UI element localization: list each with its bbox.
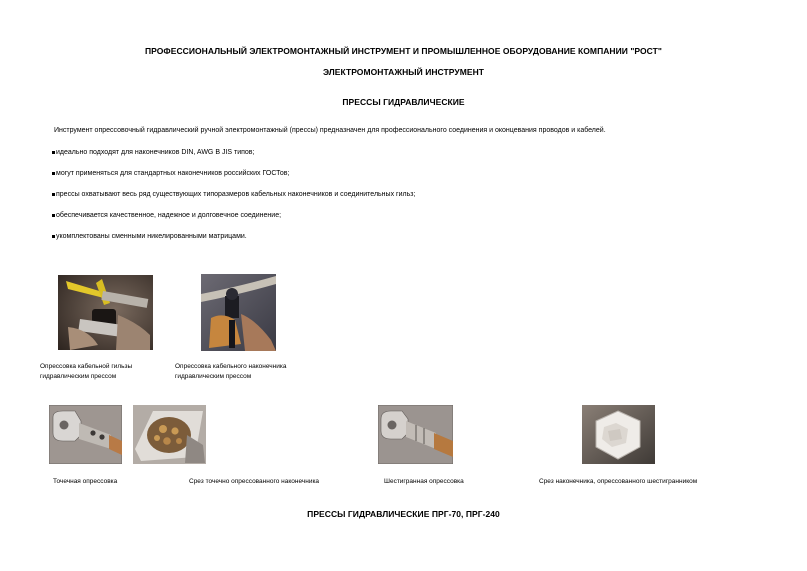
- bullet-icon: [52, 151, 55, 154]
- intro-paragraph: Инструмент опрессовочный гидравлический ручной электромонтажный (прессы) предназначен для профессионального соединения и оконцевания проводов и кабелей.: [54, 127, 606, 134]
- caption-press-sleeve: Опрессовка кабельной гильзы гидравлическим прессом: [40, 363, 133, 380]
- list-item: укомплектованы сменными никелированными матрицами.: [52, 232, 415, 253]
- caption-press-lug: Опрессовка кабельного наконечника гидравлическим прессом: [175, 363, 287, 380]
- bullet-icon: [52, 172, 55, 175]
- press-lug-photo: [201, 274, 276, 351]
- list-item: прессы охватывают весь ряд существующих типоразмеров кабельных наконечников и соединительных гильз;: [52, 190, 415, 211]
- category-heading: ЭЛЕКТРОМОНТАЖНЫЙ ИНСТРУМЕНТ: [323, 67, 484, 77]
- feature-list: [52, 148, 415, 253]
- section-heading: ПРЕССЫ ГИДРАВЛИЧЕСКИЕ: [342, 97, 465, 107]
- press-sleeve-photo: [58, 275, 153, 350]
- bullet-icon: [52, 235, 55, 238]
- footer-heading: ПРЕССЫ ГИДРАВЛИЧЕСКИЕ ПРГ-70, ПРГ-240: [307, 509, 500, 519]
- hex-section-photo: [582, 405, 655, 464]
- bullet-icon: [52, 193, 55, 196]
- caption-point-crimp: Точечная опрессовка: [53, 478, 118, 485]
- list-item: идеально подходят для наконечников DIN, AWG В JIS типов;: [52, 148, 415, 169]
- list-item: обеспечивается качественное, надежное и долговечное соединение;: [52, 211, 415, 232]
- hex-crimp-photo: [378, 405, 453, 464]
- point-crimp-photo: [49, 405, 122, 464]
- bullet-icon: [52, 214, 55, 217]
- company-heading: ПРОФЕССИОНАЛЬНЫЙ ЭЛЕКТРОМОНТАЖНЫЙ ИНСТРУМЕНТ И ПРОМЫШЛЕННОЕ ОБОРУДОВАНИЕ КОМПАНИИ "РОСТ": [145, 46, 662, 56]
- caption-point-section: Срез точечно опрессованного наконечника: [189, 478, 320, 485]
- caption-hex-section: Срез наконечника, опрессованного шестигранником: [539, 478, 698, 485]
- list-item: могут применяться для стандартных наконечников российских ГОСТов;: [52, 169, 415, 190]
- point-section-photo: [133, 405, 206, 464]
- caption-hex-crimp: Шестигранная опрессовка: [384, 478, 464, 485]
